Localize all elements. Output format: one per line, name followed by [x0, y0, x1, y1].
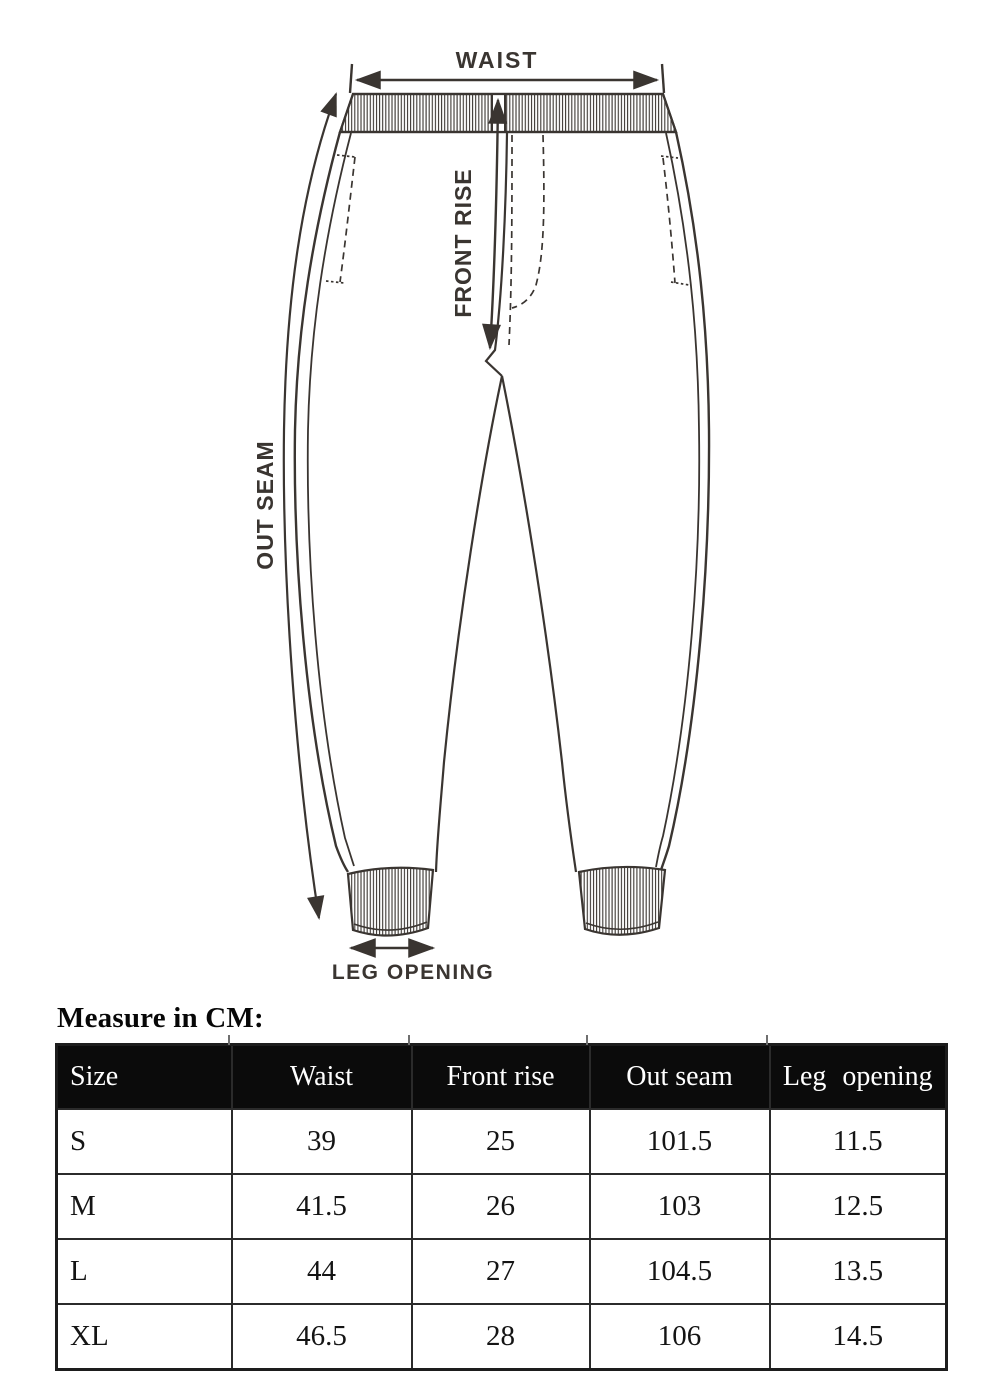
size-table-container	[55, 1043, 945, 1371]
front-rise-value: 25	[412, 1109, 590, 1174]
column-divider-tick	[586, 1035, 588, 1045]
leg-opening-value: 12.5	[770, 1174, 947, 1239]
column-divider-tick	[766, 1035, 768, 1045]
out-seam-value: 106	[590, 1304, 770, 1370]
column-header-out-seam: Out seam	[590, 1045, 770, 1110]
table-header-row	[57, 1045, 947, 1110]
size-value: S	[57, 1109, 232, 1174]
front-rise-value: 28	[412, 1304, 590, 1370]
pants-outline	[295, 132, 709, 872]
front-rise-value: 26	[412, 1174, 590, 1239]
waist-label: WAIST	[455, 47, 539, 73]
leg-opening-value: 11.5	[770, 1109, 947, 1174]
section-title: Measure in CM:	[57, 1002, 264, 1034]
size-value: XL	[57, 1304, 232, 1370]
waistband	[340, 94, 676, 132]
waist-value: 41.5	[232, 1174, 412, 1239]
waist-value: 46.5	[232, 1304, 412, 1370]
table-row-l	[57, 1239, 947, 1304]
leg-opening-label: LEG OPENING	[331, 961, 495, 984]
leg-opening-value: 13.5	[770, 1239, 947, 1304]
front-rise-arrow	[490, 100, 498, 348]
column-divider-tick	[228, 1035, 230, 1045]
column-divider-tick	[408, 1035, 410, 1045]
table-row-xl	[57, 1304, 947, 1370]
out-seam-value: 103	[590, 1174, 770, 1239]
left-cuff	[348, 868, 433, 936]
fly-stitching	[509, 135, 544, 345]
size-value: L	[57, 1239, 232, 1304]
column-header-front-rise: Front rise	[412, 1045, 590, 1110]
table-row-s	[57, 1109, 947, 1174]
column-header-size: Size	[57, 1045, 232, 1110]
waist-value: 44	[232, 1239, 412, 1304]
table-row-m	[57, 1174, 947, 1239]
column-header-leg-opening: Leg opening	[770, 1045, 947, 1110]
right-cuff	[579, 867, 665, 935]
column-header-waist: Waist	[232, 1045, 412, 1110]
out-seam-value: 101.5	[590, 1109, 770, 1174]
front-rise-label: FRONT RISE	[450, 168, 476, 318]
leg-opening-value: 14.5	[770, 1304, 947, 1370]
size-value: M	[57, 1174, 232, 1239]
out-seam-arrow	[284, 94, 336, 918]
out-seam-label: OUT SEAM	[252, 440, 278, 570]
waist-value: 39	[232, 1109, 412, 1174]
size-chart-table	[55, 1043, 948, 1371]
out-seam-value: 104.5	[590, 1239, 770, 1304]
front-rise-value: 27	[412, 1239, 590, 1304]
